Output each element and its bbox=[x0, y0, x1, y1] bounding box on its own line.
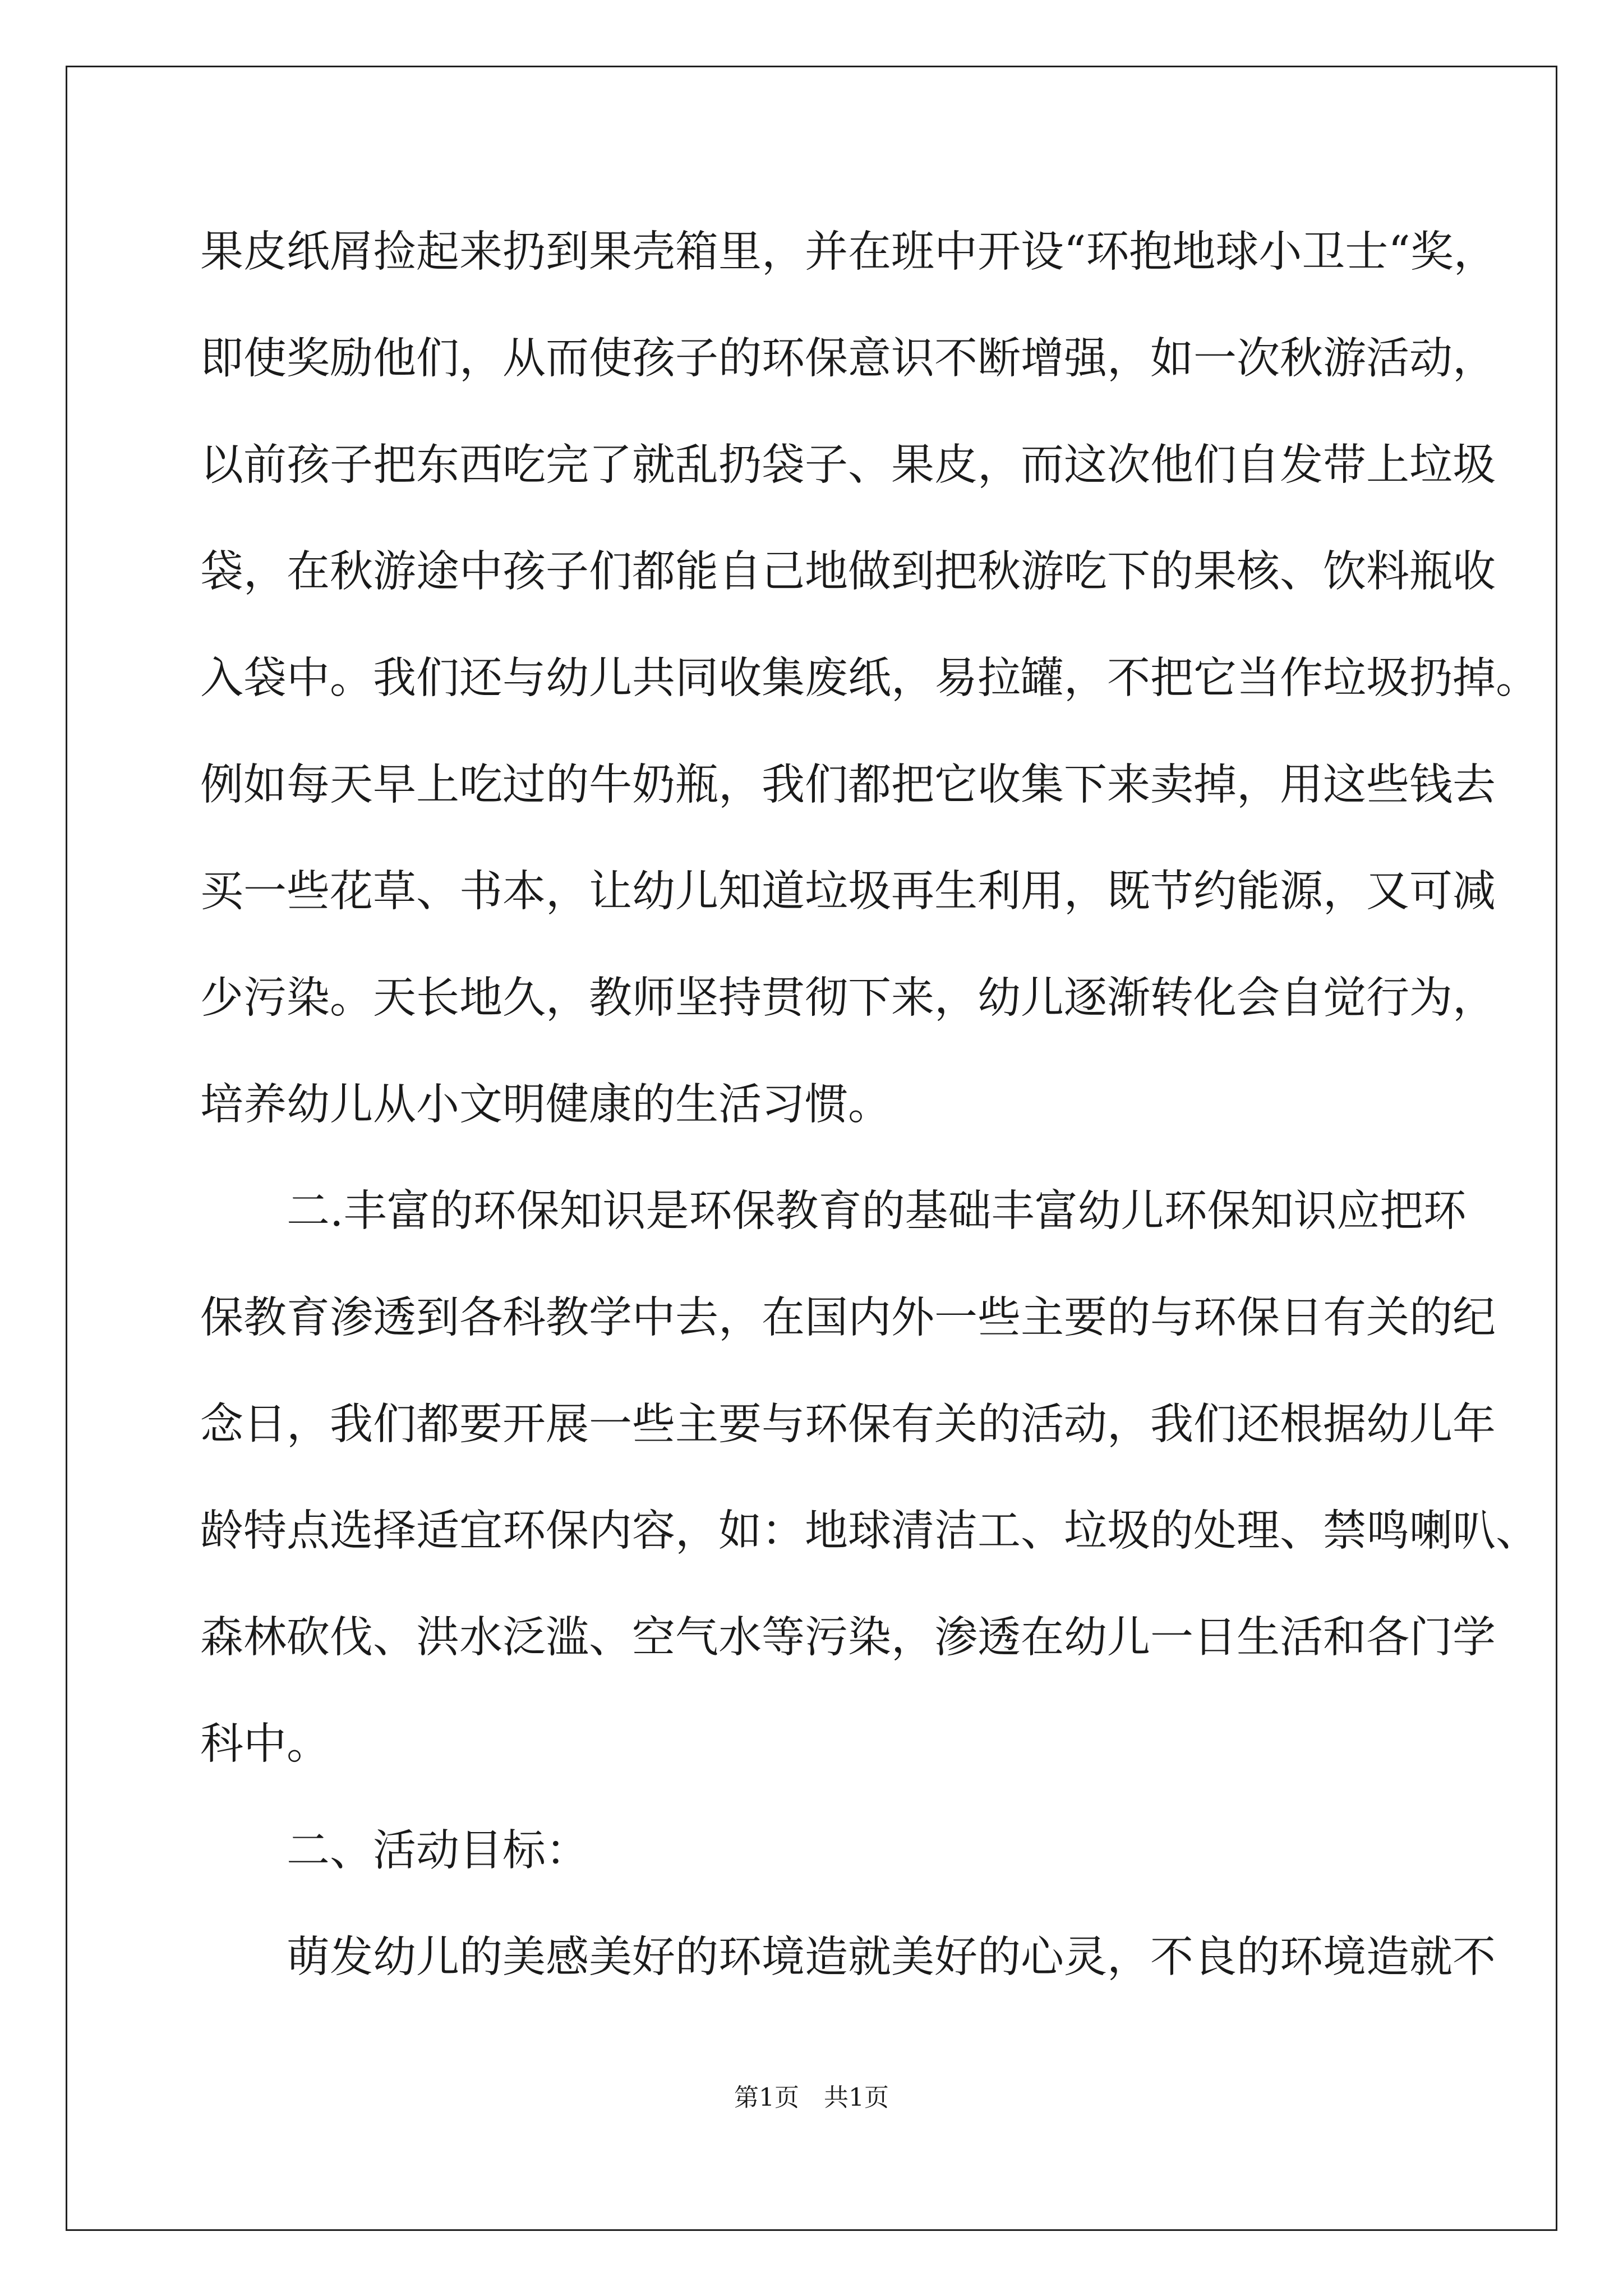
text-line: 二、活动目标： bbox=[200, 1826, 589, 1876]
page-footer: 第1页 共1页 bbox=[734, 2083, 889, 2112]
text-line: 二.丰富的环保知识是环保教育的基础丰富幼儿环保知识应把环 bbox=[200, 1186, 1467, 1236]
text-line: 果皮纸屑捡起来扔到果壳箱里，并在班中开设“环抱地球小卫士“奖， bbox=[200, 227, 1497, 277]
text-line: 萌发幼儿的美感美好的环境造就美好的心灵，不良的环境造就不 bbox=[200, 1932, 1496, 1982]
text-line: 袋，在秋游途中孩子们都能自己地做到把秋游吃下的果核、饮料瓶收 bbox=[200, 547, 1496, 597]
text-line: 入袋中。我们还与幼儿共同收集废纸，易拉罐，不把它当作垃圾扔掉。 bbox=[200, 654, 1539, 703]
text-line: 保教育渗透到各科教学中去，在国内外一些主要的与环保日有关的纪 bbox=[200, 1293, 1496, 1343]
text-line: 森林砍伐、洪水泛滥、空气水等污染，渗透在幼儿一日生活和各门学 bbox=[200, 1613, 1496, 1663]
text-line: 买一些花草、书本，让幼儿知道垃圾再生利用，既节约能源，又可减 bbox=[200, 867, 1496, 917]
text-line: 龄特点选择适宜环保内容，如：地球清洁工、垃圾的处理、禁鸣喇叭、 bbox=[200, 1506, 1539, 1556]
text-line: 例如每天早上吃过的牛奶瓶，我们都把它收集下来卖掉，用这些钱去 bbox=[200, 760, 1496, 810]
text-line: 科中。 bbox=[200, 1719, 330, 1769]
document-body bbox=[200, 199, 1539, 2011]
text-line: 少污染。天长地久，教师坚持贯彻下来，幼儿逐渐转化会自觉行为， bbox=[200, 973, 1496, 1023]
text-line: 以前孩子把东西吃完了就乱扔袋子、果皮，而这次他们自发带上垃圾 bbox=[200, 440, 1496, 490]
text-line: 念日，我们都要开展一些主要与环保有关的活动，我们还根据幼儿年 bbox=[200, 1400, 1496, 1450]
text-line: 培养幼儿从小文明健康的生活习惯。 bbox=[200, 1080, 891, 1130]
text-line: 即使奖励他们，从而使孩子的环保意识不断增强，如一次秋游活动， bbox=[200, 334, 1496, 384]
